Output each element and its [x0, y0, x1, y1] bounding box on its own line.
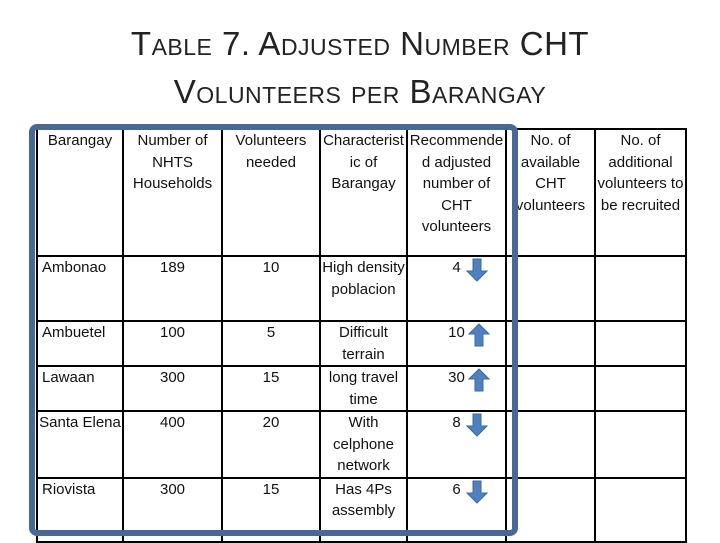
table-row — [37, 321, 686, 366]
recommended-cell — [407, 366, 506, 411]
header-recommended: Recommended adjusted number of CHT volunteers — [407, 129, 506, 256]
additional-cell — [595, 366, 686, 411]
recommended-value: 30 — [448, 369, 465, 386]
additional-cell — [595, 411, 686, 478]
arrow-down-icon — [466, 258, 488, 282]
barangay-cell: Riovista — [37, 478, 123, 542]
recommended-cell — [407, 256, 506, 321]
recommended-value: 10 — [448, 324, 465, 341]
additional-cell — [595, 256, 686, 321]
available-cell — [506, 478, 595, 542]
recommended-value: 4 — [452, 259, 461, 276]
characteristic-cell: High density poblacion — [320, 256, 407, 321]
header-barangay: Barangay — [37, 129, 123, 256]
arrow-down-icon — [466, 480, 488, 504]
needed-cell: 15 — [222, 478, 320, 542]
table-row — [37, 411, 686, 478]
header-characteristic: Characteristic of Barangay — [320, 129, 407, 256]
characteristic-cell: Difficult terrain — [320, 321, 407, 366]
barangay-cell: Santa Elena — [37, 411, 123, 478]
barangay-cell: Ambuetel — [37, 321, 123, 366]
barangay-cell: Lawaan — [37, 366, 123, 411]
additional-cell — [595, 321, 686, 366]
needed-cell: 5 — [222, 321, 320, 366]
header-households: Number of NHTS Households — [123, 129, 222, 256]
available-cell — [506, 256, 595, 321]
needed-cell: 20 — [222, 411, 320, 478]
characteristic-cell: long travel time — [320, 366, 407, 411]
barangay-cell: Ambonao — [37, 256, 123, 321]
households-cell: 300 — [123, 366, 222, 411]
recommended-cell — [407, 411, 506, 478]
households-cell: 400 — [123, 411, 222, 478]
header-row — [37, 129, 686, 256]
table-row — [37, 478, 686, 542]
needed-cell: 10 — [222, 256, 320, 321]
title-line-2: Volunteers per Barangay — [173, 73, 547, 110]
recommended-cell — [407, 478, 506, 542]
title-line-1: Table 7. Adjusted Number CHT — [130, 25, 590, 62]
recommended-value: 6 — [452, 480, 461, 498]
arrow-up-icon — [468, 323, 490, 347]
available-cell — [506, 411, 595, 478]
recommended-value: 8 — [452, 414, 461, 431]
characteristic-cell: With celphone network — [320, 411, 407, 478]
available-cell — [506, 321, 595, 366]
arrow-down-icon — [466, 413, 488, 437]
header-available: No. of available CHT volunteers — [506, 129, 595, 256]
households-cell: 189 — [123, 256, 222, 321]
table-row — [37, 256, 686, 321]
recommended-cell — [407, 321, 506, 366]
additional-cell — [595, 478, 686, 542]
header-needed: Volunteers needed — [222, 129, 320, 256]
arrow-up-icon — [468, 368, 490, 392]
households-cell: 300 — [123, 478, 222, 542]
table-row — [37, 366, 686, 411]
needed-cell: 15 — [222, 366, 320, 411]
households-cell: 100 — [123, 321, 222, 366]
volunteers-table — [36, 128, 687, 543]
characteristic-cell: Has 4Ps assembly — [320, 478, 407, 542]
available-cell — [506, 366, 595, 411]
header-additional: No. of additional volunteers to be recruited — [595, 129, 686, 256]
